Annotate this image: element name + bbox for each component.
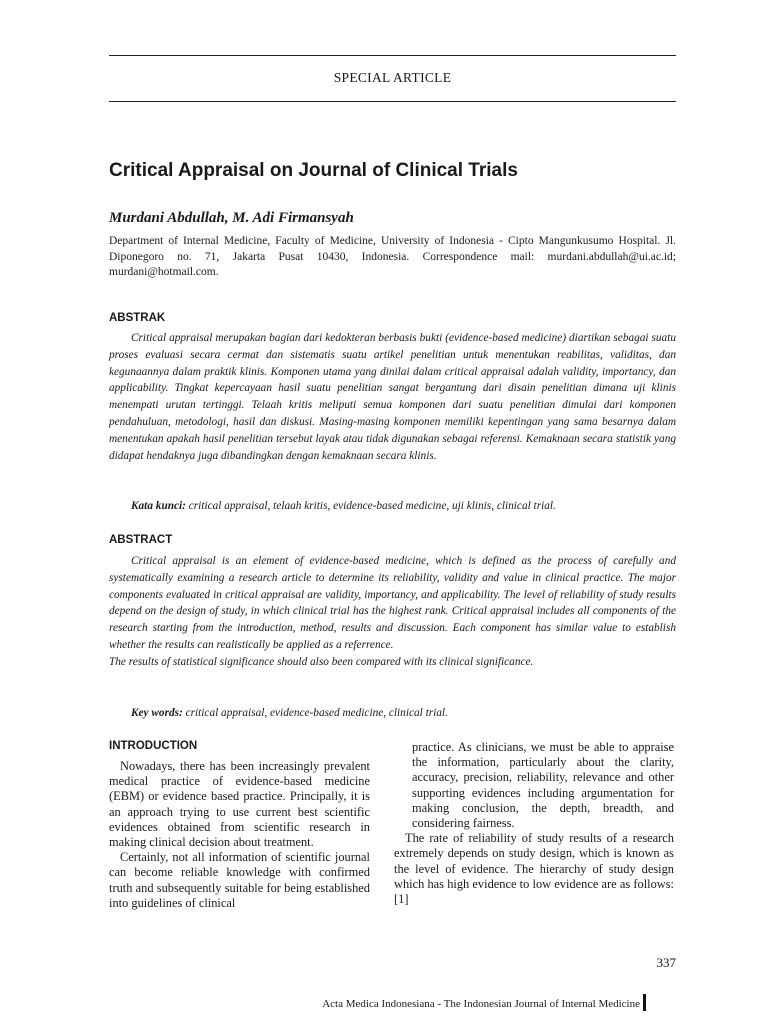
footer-bar xyxy=(643,994,646,1011)
abstrak-text: Critical appraisal merupakan bagian dari kedokteran berbasis bukti (evidence-based medicine) diartikan sebagai suatu proses evaluasi secara cermat dan sistematis suatu artikel penelitian untuk menentukan reabilitas, validitas, dan kegunaannya dalam praktik klinis. Komponen utama yang dinilai dalam critical appraisal adalah validity, importancy, dan applicability. Tingkat kepercayaan hasil suatu penelitian sangat bergantung dari disain penelitian dimana uji klinis menempati urutan tertinggi. Telaah kritis meliputi semua komponen dari suatu penelitian dimulai dari komponen pendahuluan, metodologi, hasil dan diskusi. Masing-masing komponen memiliki kepentingan yang sama besarnya dalam menentukan apakah hasil penelitian tersebut layak atau tidak digunakan sebagai referensi. Kemaknaan secara statistik yang didapat hendaknya juga dibandingkan dengan kemaknaan secara klinis. xyxy=(109,332,676,462)
abstract-keywords xyxy=(131,707,676,719)
abstract-keywords-label: Key words: xyxy=(131,707,183,719)
abstrak-keywords-label: Kata kunci: xyxy=(131,500,186,512)
introduction-heading: INTRODUCTION xyxy=(109,740,198,752)
article-title: Critical Appraisal on Journal of Clinical Trials xyxy=(109,160,518,181)
abstrak-keywords xyxy=(131,500,676,512)
header-top-rule xyxy=(109,55,676,56)
abstract-text: Critical appraisal is an element of evidence-based medicine, which is defined as the process of carefully and systematically examining a research article to determine its reliability, validity and value in clinical practice. The major components evaluated in critical appraisal are validity, importancy, and applicability. The level of reliability of study results depend on the design of study, in which clinical trial has the highest rank. Critical appraisal includes all components of the research starting from the introduction, method, results and discussion. Each component has similar value to establish whether the results can realistically be applied as a referrence. xyxy=(109,555,676,651)
abstrak-keywords-text: critical appraisal, telaah kritis, evidence-based medicine, uji klinis, clinical trial. xyxy=(188,500,556,512)
introduction-paragraph: practice. As clinicians, we must be able to appraise the information, particularly about the clarity, accuracy, precision, reliability, relevance and other supporting evidences including argumentation for making conclusion, the depth, breadth, and considering fairness. xyxy=(412,740,674,831)
section-label: SPECIAL ARTICLE xyxy=(333,70,452,85)
header-bottom-rule xyxy=(109,101,676,102)
introduction-paragraph: Certainly, not all information of scientific journal can become reliable knowledge with confirmed truth and subsequently suitable for being established into guidelines of clinical xyxy=(109,850,370,910)
abstract-heading: ABSTRACT xyxy=(109,534,173,546)
introduction-paragraph: The rate of reliability of study results of a research extremely depends on study design, which is known as the level of evidence. The hierarchy of study design which has high evidence to low evidence are as follows: [1] xyxy=(394,831,674,907)
introduction-left-column xyxy=(109,759,370,911)
abstract-text-2: The results of statistical significance should also been compared with its clinical significance. xyxy=(109,655,534,668)
abstrak-body xyxy=(109,330,676,464)
introduction-paragraph: Nowadays, there has been increasingly prevalent medical practice of evidence-based medicine (EBM) or evidence based practice. Principally, it is an approach trying to use current best scientific evidences obtained from scientific research in making clinical decision about treatment. xyxy=(109,759,370,850)
abstract-keywords-text: critical appraisal, evidence-based medicine, clinical trial. xyxy=(185,707,448,719)
abstract-body xyxy=(109,553,676,671)
journal-footer: Acta Medica Indonesiana - The Indonesian Journal of Internal Medicine xyxy=(322,998,640,1010)
abstrak-heading: ABSTRAK xyxy=(109,312,166,324)
page-number: 337 xyxy=(656,955,676,970)
author-list: Murdani Abdullah, M. Adi Firmansyah xyxy=(109,210,354,226)
author-affiliation: Department of Internal Medicine, Faculty of Medicine, University of Indonesia - Cipto Mangunkusumo Hospital. Jl. Diponegoro no. 71, Jakarta Pusat 10430, Indonesia. Correspondence mail: murdani.abdullah@ui.ac.id; murdani@hotmail.com. xyxy=(109,235,676,278)
introduction-right-column xyxy=(394,740,674,907)
